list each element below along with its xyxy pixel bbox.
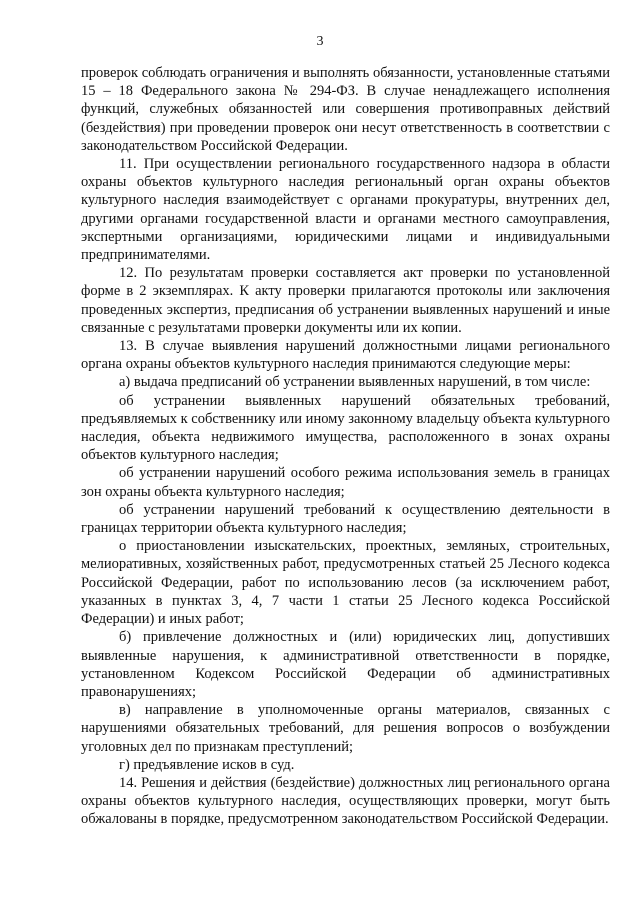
paragraph-item-12: 12. По результатам проверки составляется акт проверки по установленной форме в 2 экземплярах. К акту проверки прилагаются протоколы или заключения проведенных экспертиз, предписания об устранении выявленных нарушений и иные связанные с результатами проверки документы или их копии. — [81, 265, 610, 336]
subitem-a-clause-1: об устранении выявленных нарушений обязательных требований, предъявляемых к собственнику или иному законному владельцу объекта культурного наследия, объекта недвижимого имущества, расположенного в зонах охраны объектов культурного наследия; — [81, 392, 610, 464]
subitem-a: а) выдача предписаний об устранении выявленных нарушений, в том числе: — [119, 374, 591, 391]
subitem-a-clause-2: об устранении нарушений особого режима использования земель в границах зон охраны объекта культурного наследия; — [81, 465, 610, 500]
paragraph-item-13: 13. В случае выявления нарушений должностными лицами регионального органа охраны объектов культурного наследия принимаются следующие меры: — [81, 338, 610, 373]
paragraph-item-14: 14. Решения и действия (бездействие) должностных лиц регионального органа охраны объектов культурного наследия, осуществляющих проверки, могут быть обжалованы в порядке, предусмотренном законодательством Российской Федерации. — [81, 774, 610, 828]
subitem-v: в) направление в уполномоченные органы материалов, связанных с нарушениями обязательных требований, для решения вопросов о возбуждении уголовных дел по признакам преступлений; — [81, 702, 610, 755]
paragraph-item-11: 11. При осуществлении регионального государственного надзора в области охраны объектов культурного наследия региональный орган охраны объектов культурного наследия взаимодействует с органами прокуратуры, внутренних дел, другими органами государственной власти и органами местного самоуправления, экспертными организациями, юридическими лицами и индивидуальными предпринимателями. — [81, 156, 610, 264]
document-body — [81, 64, 610, 829]
subitem-g: г) предъявление исков в суд. — [119, 756, 295, 773]
paragraph-continuation: проверок соблюдать ограничения и выполнять обязанности, установленные статьями 15 – 18 Федерального закона № 294-ФЗ. В случае ненадлежащего исполнения функций, служебных обязанностей или совершения противоправных действий (бездействия) при проведении проверок они несут ответственность в соответствии с законодательством Российской Федерации. — [81, 65, 610, 154]
subitem-b: б) привлечение должностных и (или) юридических лиц, допустивших выявленные нарушения, к административной ответственности в порядке, установленном Кодексом Российской Федерации об административных правонарушениях; — [81, 629, 610, 700]
page-number: 3 — [316, 34, 324, 49]
subitem-a-clause-4: о приостановлении изыскательских, проектных, земляных, строительных, мелиоративных, хозяйственных работ, предусмотренных статьей 25 Лесного кодекса Российской Федерации, работ по использованию лесов (за исключением работ, указанных в пунктах 3, 4, 7 части 1 статьи 25 Лесного кодекса Российской Федерации) и иных работ; — [81, 538, 610, 628]
subitem-a-clause-3: об устранении нарушений требований к осуществлению деятельности в границах территории объекта культурного наследия; — [81, 501, 610, 537]
